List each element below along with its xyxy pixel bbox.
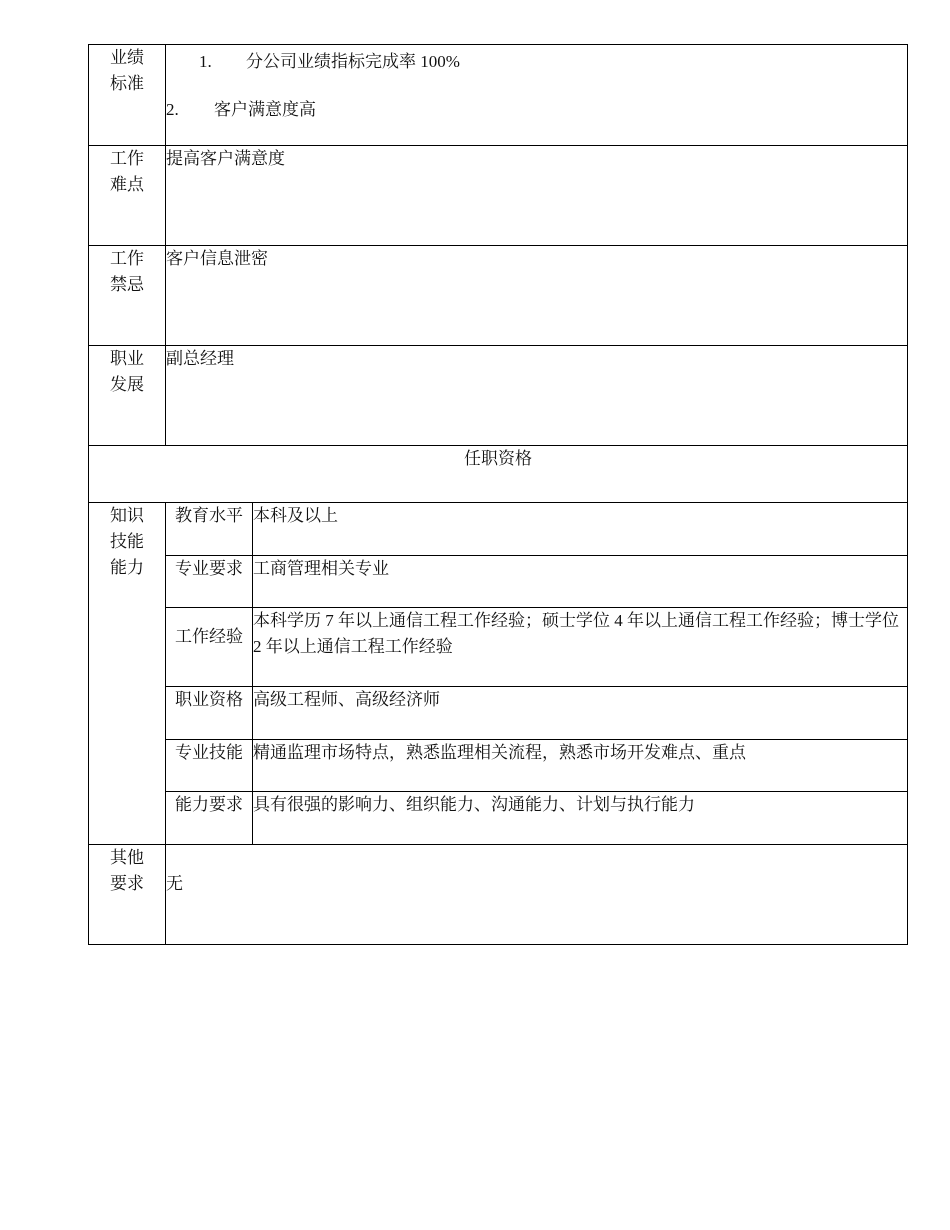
difficulty-label-line2: 难点 <box>110 175 144 194</box>
career-label <box>89 346 166 446</box>
other-label-line2: 要求 <box>110 874 144 893</box>
knowledge-label-line3: 能力 <box>110 558 144 577</box>
performance-row <box>89 45 908 146</box>
performance-content <box>166 45 908 146</box>
career-row <box>89 346 908 446</box>
education-text: 本科及以上 <box>253 503 908 556</box>
other-label-line1: 其他 <box>110 848 144 867</box>
performance-item-2-text: 客户满意度高 <box>214 100 316 119</box>
taboo-row <box>89 246 908 346</box>
education-label: 教育水平 <box>166 503 253 556</box>
knowledge-row-skills <box>89 740 908 792</box>
performance-list <box>166 45 907 119</box>
major-label: 专业要求 <box>166 556 253 608</box>
difficulty-text: 提高客户满意度 <box>166 146 908 246</box>
career-label-line1: 职业 <box>110 349 144 368</box>
performance-item-2-number: 2. <box>166 100 179 119</box>
taboo-label-line2: 禁忌 <box>110 275 144 294</box>
qualification-title: 任职资格 <box>89 446 908 503</box>
experience-text: 本科学历 7 年以上通信工程工作经验；硕士学位 4 年以上通信工程工作经验；博士学位 2 年以上通信工程工作经验 <box>253 608 908 687</box>
taboo-text: 客户信息泄密 <box>166 246 908 346</box>
career-label-line2: 发展 <box>110 375 144 394</box>
experience-label: 工作经验 <box>166 608 253 687</box>
knowledge-row-major <box>89 556 908 608</box>
knowledge-row-experience <box>89 608 908 687</box>
performance-item-1-text: 分公司业绩指标完成率 100% <box>246 52 460 71</box>
other-label <box>89 845 166 945</box>
knowledge-label <box>89 503 166 845</box>
other-row <box>89 845 908 945</box>
knowledge-row-certification <box>89 687 908 740</box>
performance-label <box>89 45 166 146</box>
career-text: 副总经理 <box>166 346 908 446</box>
taboo-label-line1: 工作 <box>110 249 144 268</box>
skills-label: 专业技能 <box>166 740 253 792</box>
taboo-label <box>89 246 166 346</box>
qualification-header-row <box>89 446 908 503</box>
difficulty-row <box>89 146 908 246</box>
major-text: 工商管理相关专业 <box>253 556 908 608</box>
knowledge-label-line2: 技能 <box>110 532 144 551</box>
difficulty-label-line1: 工作 <box>110 149 144 168</box>
ability-text: 具有很强的影响力、组织能力、沟通能力、计划与执行能力 <box>253 792 908 845</box>
performance-item-1-number: 1. <box>199 52 212 71</box>
performance-label-line2: 标准 <box>110 74 144 93</box>
other-text: 无 <box>166 845 908 945</box>
performance-label-line1: 业绩 <box>110 48 144 67</box>
knowledge-row-education <box>89 503 908 556</box>
skills-text: 精通监理市场特点，熟悉监理相关流程，熟悉市场开发难点、重点 <box>253 740 908 792</box>
ability-label: 能力要求 <box>166 792 253 845</box>
knowledge-label-line1: 知识 <box>110 506 144 525</box>
certification-text: 高级工程师、高级经济师 <box>253 687 908 740</box>
knowledge-row-ability <box>89 792 908 845</box>
certification-label: 职业资格 <box>166 687 253 740</box>
difficulty-label <box>89 146 166 246</box>
job-description-table <box>88 44 908 945</box>
